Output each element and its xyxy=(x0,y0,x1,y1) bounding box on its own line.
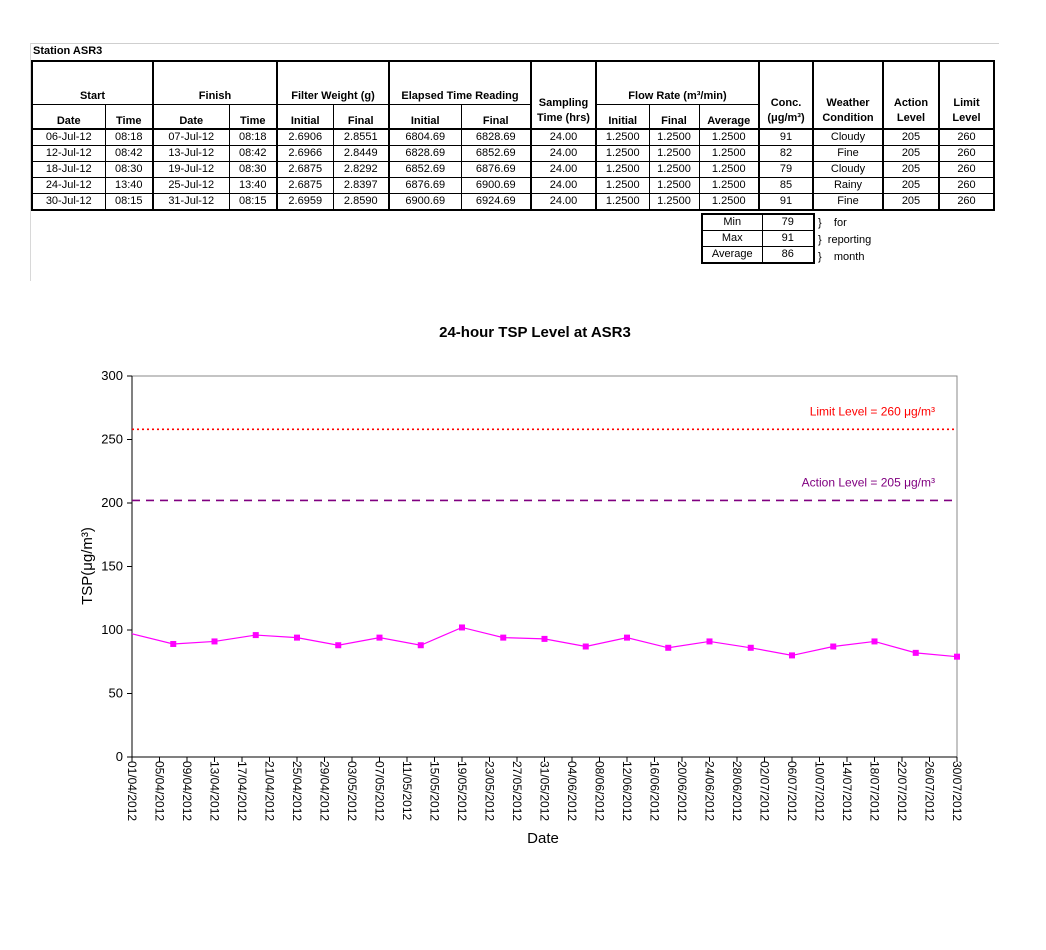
summary-row-max xyxy=(702,231,814,247)
subheader-filter-final: Final xyxy=(333,105,389,130)
y-tick-label: 100 xyxy=(101,622,123,637)
x-tick-label: 03/05/2012 xyxy=(345,761,359,822)
header-elapsed-time: Elapsed Time Reading xyxy=(389,61,531,105)
cell-limit-level: 260 xyxy=(939,146,994,162)
subheader-finish-time: Time xyxy=(229,105,277,130)
cell-elapsed-final: 6876.69 xyxy=(461,162,531,178)
tsp-line-chart xyxy=(0,300,1046,900)
x-tick-label: 10/07/2012 xyxy=(812,761,827,822)
x-tick-label: 05/04/2012 xyxy=(152,761,167,822)
cell-elapsed-initial: 6852.69 xyxy=(389,162,461,178)
cell-start-time: 08:18 xyxy=(105,129,153,146)
y-tick-label: 150 xyxy=(101,558,123,574)
summary-notes xyxy=(818,215,871,266)
cell-start-time: 08:42 xyxy=(105,146,153,162)
reference-lines xyxy=(132,404,957,500)
y-tick-label: 0 xyxy=(115,749,123,764)
cell-concentration: 85 xyxy=(759,178,813,194)
table-row xyxy=(32,146,994,162)
cell-flow-initial: 1.2500 xyxy=(596,146,649,162)
cell-finish-time: 08:18 xyxy=(229,129,277,146)
y-tick-label: 50 xyxy=(108,685,123,701)
x-axis-label: Date xyxy=(527,830,559,847)
cell-flow-initial: 1.2500 xyxy=(596,162,649,178)
subheader-flow-final: Final xyxy=(649,105,699,130)
cell-limit-level: 260 xyxy=(939,178,994,194)
data-point xyxy=(665,645,671,651)
cell-elapsed-final: 6900.69 xyxy=(461,178,531,194)
cell-start-date: 06-Jul-12 xyxy=(32,129,105,146)
cell-finish-date: 25-Jul-12 xyxy=(153,178,229,194)
chart-title: 24-hour TSP Level at ASR3 xyxy=(439,324,631,341)
x-tick-label: 09/04/2012 xyxy=(180,761,194,822)
cell-elapsed-initial: 6828.69 xyxy=(389,146,461,162)
table-row xyxy=(32,194,994,211)
subheader-flow-initial: Initial xyxy=(596,105,649,130)
cell-start-date: 30-Jul-12 xyxy=(32,194,105,211)
summary-label: Max xyxy=(702,231,762,247)
summary-label: Min xyxy=(702,214,762,231)
cell-flow-average: 1.2500 xyxy=(699,194,759,211)
data-point xyxy=(954,654,960,660)
cell-flow-average: 1.2500 xyxy=(699,178,759,194)
data-point xyxy=(789,652,795,658)
x-tick-label: 01/04/2012 xyxy=(125,761,139,822)
x-tick-label: 14/07/2012 xyxy=(840,761,854,822)
cell-limit-level: 260 xyxy=(939,162,994,178)
y-tick-label: 250 xyxy=(101,431,123,447)
data-point xyxy=(748,645,754,651)
cell-start-date: 12-Jul-12 xyxy=(32,146,105,162)
cell-start-date: 24-Jul-12 xyxy=(32,178,105,194)
summary-value: 91 xyxy=(762,231,814,247)
subheader-elapsed-final: Final xyxy=(461,105,531,130)
cell-elapsed-final: 6852.69 xyxy=(461,146,531,162)
cell-filter-initial: 2.6875 xyxy=(277,178,333,194)
summary-note: } for xyxy=(818,217,847,229)
cell-flow-initial: 1.2500 xyxy=(596,194,649,211)
header-finish: Finish xyxy=(153,61,277,105)
cell-elapsed-initial: 6876.69 xyxy=(389,178,461,194)
cell-sampling-time: 24.00 xyxy=(531,129,596,146)
subheader-finish-date: Date xyxy=(153,105,229,130)
cell-finish-time: 08:30 xyxy=(229,162,277,178)
cell-flow-initial: 1.2500 xyxy=(596,178,649,194)
cell-start-date: 18-Jul-12 xyxy=(32,162,105,178)
cell-flow-final: 1.2500 xyxy=(649,146,699,162)
cell-action-level: 205 xyxy=(883,129,939,146)
summary-note: } reporting xyxy=(818,234,872,246)
summary-row-average xyxy=(702,247,814,264)
header-weather: Weather Condition xyxy=(813,61,883,129)
cell-weather: Fine xyxy=(813,194,883,211)
x-tick-label: 18/07/2012 xyxy=(867,761,882,822)
data-point xyxy=(624,635,630,641)
y-axis-label: TSP(μg/m³) xyxy=(79,527,96,605)
data-point xyxy=(335,642,341,648)
cell-finish-date: 19-Jul-12 xyxy=(153,162,229,178)
reference-label: Limit Level = 260 μg/m³ xyxy=(809,404,935,419)
cell-flow-final: 1.2500 xyxy=(649,194,699,211)
cell-flow-initial: 1.2500 xyxy=(596,129,649,146)
summary-note: } month xyxy=(818,251,865,263)
subheader-filter-initial: Initial xyxy=(277,105,333,130)
x-tick-label: 31/05/2012 xyxy=(537,761,552,822)
cell-weather: Cloudy xyxy=(813,129,883,146)
cell-filter-initial: 2.6966 xyxy=(277,146,333,162)
y-tick-label: 200 xyxy=(101,495,123,510)
summary-row-min xyxy=(702,214,814,231)
cell-flow-final: 1.2500 xyxy=(649,129,699,146)
cell-action-level: 205 xyxy=(883,162,939,178)
cell-start-time: 08:30 xyxy=(105,162,153,178)
header-limit-level: Limit Level xyxy=(939,61,994,129)
data-table-section xyxy=(30,43,999,281)
cell-filter-final: 2.8397 xyxy=(333,178,389,194)
x-tick-label: 27/05/2012 xyxy=(510,761,524,822)
station-title: Station ASR3 xyxy=(33,45,103,57)
cell-start-time: 13:40 xyxy=(105,178,153,194)
subheader-start-time: Time xyxy=(105,105,153,130)
x-tick-label: 22/07/2012 xyxy=(895,761,909,822)
sampling-results-table xyxy=(31,60,995,211)
cell-sampling-time: 24.00 xyxy=(531,146,596,162)
cell-action-level: 205 xyxy=(883,146,939,162)
cell-finish-date: 13-Jul-12 xyxy=(153,146,229,162)
cell-finish-time: 08:15 xyxy=(229,194,277,211)
cell-filter-initial: 2.6875 xyxy=(277,162,333,178)
cell-flow-average: 1.2500 xyxy=(699,129,759,146)
cell-start-time: 08:15 xyxy=(105,194,153,211)
cell-filter-final: 2.8551 xyxy=(333,129,389,146)
series-layer xyxy=(132,624,960,659)
x-tick-label: 16/06/2012 xyxy=(647,761,662,822)
cell-limit-level: 260 xyxy=(939,194,994,211)
data-point xyxy=(872,638,878,644)
cell-elapsed-final: 6828.69 xyxy=(461,129,531,146)
subheader-elapsed-initial: Initial xyxy=(389,105,461,130)
x-axis xyxy=(125,757,964,821)
cell-flow-average: 1.2500 xyxy=(699,162,759,178)
x-tick-label: 04/06/2012 xyxy=(565,761,579,822)
cell-action-level: 205 xyxy=(883,178,939,194)
cell-flow-final: 1.2500 xyxy=(649,178,699,194)
cell-action-level: 205 xyxy=(883,194,939,211)
x-tick-label: 17/04/2012 xyxy=(235,761,249,822)
x-tick-label: 08/06/2012 xyxy=(592,761,607,822)
header-filter-weight: Filter Weight (g) xyxy=(277,61,389,105)
x-tick-label: 26/07/2012 xyxy=(922,761,937,822)
cell-finish-date: 07-Jul-12 xyxy=(153,129,229,146)
cell-weather: Fine xyxy=(813,146,883,162)
table-row xyxy=(32,178,994,194)
data-point xyxy=(377,635,383,641)
summary-value: 86 xyxy=(762,247,814,264)
data-point xyxy=(212,638,218,644)
cell-filter-initial: 2.6906 xyxy=(277,129,333,146)
table-body xyxy=(32,129,994,210)
cell-concentration: 91 xyxy=(759,129,813,146)
cell-sampling-time: 24.00 xyxy=(531,194,596,211)
cell-concentration: 91 xyxy=(759,194,813,211)
header-flow-rate: Flow Rate (m³/min) xyxy=(596,61,759,105)
cell-concentration: 79 xyxy=(759,162,813,178)
cell-elapsed-initial: 6804.69 xyxy=(389,129,461,146)
cell-elapsed-final: 6924.69 xyxy=(461,194,531,211)
x-tick-label: 29/04/2012 xyxy=(317,761,332,822)
cell-finish-date: 31-Jul-12 xyxy=(153,194,229,211)
cell-filter-final: 2.8449 xyxy=(333,146,389,162)
data-point xyxy=(294,635,300,641)
cell-filter-final: 2.8590 xyxy=(333,194,389,211)
series-line xyxy=(132,627,957,656)
summary-table xyxy=(701,213,815,264)
subheader-start-date: Date xyxy=(32,105,105,130)
header-action-level: Action Level xyxy=(883,61,939,129)
cell-flow-final: 1.2500 xyxy=(649,162,699,178)
cell-filter-final: 2.8292 xyxy=(333,162,389,178)
x-tick-label: 15/05/2012 xyxy=(427,761,442,822)
cell-finish-time: 08:42 xyxy=(229,146,277,162)
x-tick-label: 07/05/2012 xyxy=(372,761,387,822)
plot-area xyxy=(132,376,957,757)
data-point xyxy=(583,644,589,650)
cell-concentration: 82 xyxy=(759,146,813,162)
x-tick-label: 23/05/2012 xyxy=(482,761,497,822)
x-tick-label: 25/04/2012 xyxy=(290,761,304,822)
header-concentration: Conc. (μg/m³) xyxy=(759,61,813,129)
header-start: Start xyxy=(32,61,153,105)
data-point xyxy=(830,644,836,650)
top-divider xyxy=(31,43,999,44)
x-tick-label: 24/06/2012 xyxy=(702,761,717,822)
cell-sampling-time: 24.00 xyxy=(531,162,596,178)
x-tick-label: 30/07/2012 xyxy=(950,761,964,822)
table-row xyxy=(32,162,994,178)
x-tick-label: 21/04/2012 xyxy=(262,761,277,822)
data-point xyxy=(253,632,259,638)
data-point xyxy=(170,641,176,647)
data-point xyxy=(542,636,548,642)
data-point xyxy=(418,642,424,648)
x-tick-label: 11/05/2012 xyxy=(400,761,414,821)
data-point xyxy=(913,650,919,656)
x-tick-label: 12/06/2012 xyxy=(620,761,634,822)
cell-weather: Rainy xyxy=(813,178,883,194)
x-tick-label: 02/07/2012 xyxy=(757,761,772,822)
cell-weather: Cloudy xyxy=(813,162,883,178)
table-row xyxy=(32,129,994,146)
y-axis xyxy=(101,368,132,764)
x-tick-label: 20/06/2012 xyxy=(675,761,689,822)
reference-label: Action Level = 205 μg/m³ xyxy=(801,475,935,490)
cell-finish-time: 13:40 xyxy=(229,178,277,194)
x-tick-label: 06/07/2012 xyxy=(785,761,799,822)
cell-elapsed-initial: 6900.69 xyxy=(389,194,461,211)
data-point xyxy=(707,638,713,644)
y-tick-label: 300 xyxy=(101,368,123,383)
subheader-flow-average: Average xyxy=(699,105,759,130)
header-sampling-time: Sampling Time (hrs) xyxy=(531,61,596,129)
data-point xyxy=(500,635,506,641)
cell-flow-average: 1.2500 xyxy=(699,146,759,162)
summary-label: Average xyxy=(702,247,762,264)
x-tick-label: 28/06/2012 xyxy=(730,761,744,822)
cell-limit-level: 260 xyxy=(939,129,994,146)
data-point xyxy=(459,624,465,630)
x-tick-label: 13/04/2012 xyxy=(207,761,222,822)
cell-filter-initial: 2.6959 xyxy=(277,194,333,211)
x-tick-label: 19/05/2012 xyxy=(455,761,469,822)
cell-sampling-time: 24.00 xyxy=(531,178,596,194)
summary-value: 79 xyxy=(762,214,814,231)
